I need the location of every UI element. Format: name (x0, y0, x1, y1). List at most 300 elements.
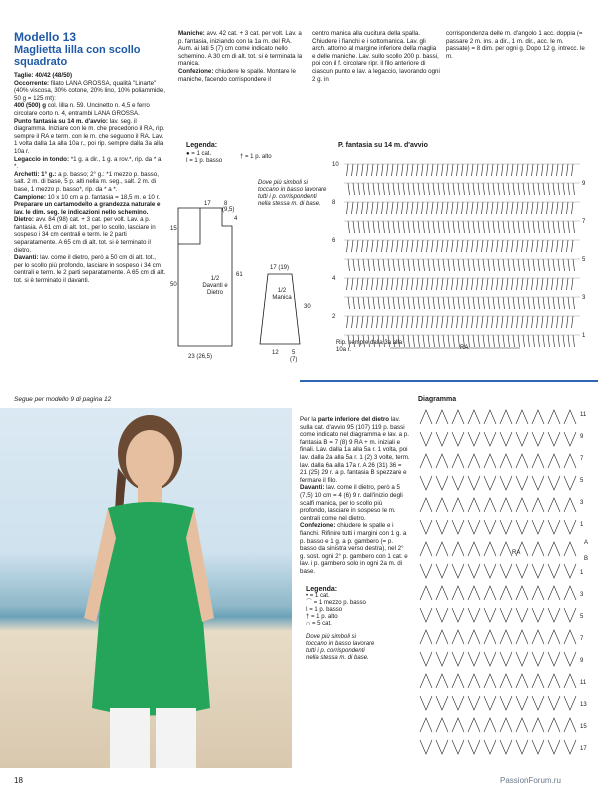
stitch-mark (442, 164, 444, 176)
fan-mark (420, 410, 432, 424)
stitch-mark (453, 221, 455, 233)
stitch-mark (558, 259, 560, 271)
stitch-mark (423, 297, 425, 309)
stitch-mark (573, 183, 575, 195)
stitch-mark (548, 183, 550, 195)
stitch-mark (447, 278, 449, 290)
stitch-mark (382, 164, 384, 176)
stitch-mark (483, 221, 485, 233)
stitch-mark (378, 221, 380, 233)
stitch-mark (542, 202, 544, 214)
fan-mark (452, 740, 464, 754)
fan-mark (500, 520, 512, 534)
stitch-mark (377, 316, 379, 328)
stitch-mark (543, 335, 545, 347)
stitch-mark (352, 316, 354, 328)
stitch-mark (412, 278, 414, 290)
stitch-mark (518, 221, 520, 233)
stitch-mark (507, 278, 509, 290)
fan-mark (484, 740, 496, 754)
stitch-mark (413, 221, 415, 233)
stitch-mark (547, 316, 549, 328)
stitch-mark (468, 259, 470, 271)
model-title-line2: squadrato (14, 56, 68, 68)
stitch-mark (348, 259, 350, 271)
fan-mark (436, 718, 448, 732)
chart2-row-label: 7 (580, 456, 584, 462)
legend-bottom-item-4: † = 1 p. alto (306, 614, 338, 620)
chart2-row-label: 1 (580, 570, 584, 576)
stitch-mark (362, 202, 364, 214)
model-photo (0, 408, 292, 768)
stitch-mark (523, 183, 525, 195)
stitch-mark (473, 297, 475, 309)
stitch-mark (368, 259, 370, 271)
stitch-mark (438, 297, 440, 309)
fan-mark (548, 652, 560, 666)
stitch-mark (353, 297, 355, 309)
stitch-mark (463, 221, 465, 233)
stitch-mark (488, 297, 490, 309)
fan-mark (548, 674, 560, 688)
stitch-mark (497, 278, 499, 290)
stitch-mark (542, 278, 544, 290)
fan-mark (564, 696, 576, 710)
stitch-mark (427, 202, 429, 214)
single-crochet-symbol-icon: ǀ (186, 158, 188, 164)
stitch-mark (517, 202, 519, 214)
paragraph: Dietro: avv. 84 (98) cat. + 3 cat. per volt. Lav. a p. fantasia. A 61 cm di alt. tot., per lo scollo, lasciare in sospeso i 34 cm centrali e term. le 2 parti separatamente. A 65 cm di alt. tot. si è terminato il dietro. (14, 216, 156, 254)
fan-mark (420, 564, 432, 578)
stitch-mark (532, 202, 534, 214)
fan-mark (548, 696, 560, 710)
stitch-mark (508, 335, 510, 347)
stitch-mark (382, 202, 384, 214)
stitch-mark (428, 183, 430, 195)
chart1-row-label: 10 (332, 162, 339, 168)
fan-mark (452, 696, 464, 710)
stitch-mark (432, 316, 434, 328)
stitch-mark (568, 259, 570, 271)
lower-instructions (300, 416, 410, 575)
stitch-mark (472, 240, 474, 252)
stitch-mark (437, 164, 439, 176)
fan-mark (468, 520, 480, 534)
stitch-mark (513, 259, 515, 271)
fan-mark (452, 454, 464, 468)
stitch-mark (548, 335, 550, 347)
stitch-mark (467, 202, 469, 214)
fan-mark (420, 542, 432, 556)
fan-mark (548, 454, 560, 468)
stitch-mark (403, 259, 405, 271)
stitch-mark (493, 297, 495, 309)
stitch-mark (562, 240, 564, 252)
stitch-mark (408, 183, 410, 195)
stitch-mark (357, 202, 359, 214)
stitch-mark (412, 164, 414, 176)
stitch-mark (518, 297, 520, 309)
stitch-mark (367, 316, 369, 328)
fan-mark (484, 432, 496, 446)
stitch-mark (567, 164, 569, 176)
legend-bottom-item-2: ⌒ = 1 mezzo p. basso (306, 600, 366, 606)
stitch-mark (512, 202, 514, 214)
stitch-chart-2 (412, 404, 596, 774)
stitch-mark (373, 183, 375, 195)
stitch-mark (362, 164, 364, 176)
stitch-mark (497, 164, 499, 176)
fan-mark (452, 498, 464, 512)
stitch-mark (538, 335, 540, 347)
fan-mark (532, 718, 544, 732)
fan-mark (452, 476, 464, 490)
stitch-mark (478, 335, 480, 347)
stitch-mark (563, 297, 565, 309)
stitch-mark (358, 259, 360, 271)
stitch-mark (362, 316, 364, 328)
fan-mark (564, 740, 576, 754)
stitch-mark (457, 164, 459, 176)
fan-mark (532, 498, 544, 512)
stitch-mark (398, 221, 400, 233)
chart1-row-label: 4 (332, 276, 336, 282)
fan-mark (500, 498, 512, 512)
fan-mark (436, 652, 448, 666)
fan-mark (436, 542, 448, 556)
stitch-mark (513, 183, 515, 195)
stitch-mark (513, 297, 515, 309)
stitch-mark (422, 164, 424, 176)
stitch-mark (497, 316, 499, 328)
stitch-mark (498, 221, 500, 233)
stitch-mark (482, 202, 484, 214)
chart1-row-label: 1 (582, 333, 586, 339)
stitch-mark (407, 278, 409, 290)
fan-mark (548, 498, 560, 512)
stitch-mark (537, 240, 539, 252)
stitch-mark (368, 183, 370, 195)
stitch-mark (567, 316, 569, 328)
stitch-mark (517, 240, 519, 252)
stitch-mark (503, 259, 505, 271)
stitch-mark (352, 278, 354, 290)
fan-mark (468, 652, 480, 666)
stitch-mark (398, 259, 400, 271)
stitch-mark (487, 240, 489, 252)
stitch-mark (533, 335, 535, 347)
stitch-mark (533, 183, 535, 195)
stitch-mark (423, 183, 425, 195)
stitch-mark (373, 259, 375, 271)
stitch-mark (443, 297, 445, 309)
stitch-mark (432, 202, 434, 214)
stitch-mark (518, 183, 520, 195)
fan-mark (420, 498, 432, 512)
fan-mark (500, 608, 512, 622)
stitch-mark (368, 221, 370, 233)
stitch-mark (392, 278, 394, 290)
fan-mark (532, 696, 544, 710)
fan-mark (564, 410, 576, 424)
stitch-mark (443, 183, 445, 195)
chain-arc-symbol-icon: ∩ (306, 621, 311, 627)
fan-mark (484, 696, 496, 710)
stitch-mark (408, 259, 410, 271)
fan-mark (516, 696, 528, 710)
fan-mark (532, 476, 544, 490)
chart2-row-label: 7 (580, 636, 584, 642)
stitch-mark (548, 259, 550, 271)
fan-mark (468, 696, 480, 710)
treble-symbol-icon: † (240, 154, 244, 160)
stitch-mark (503, 297, 505, 309)
stitch-mark (427, 240, 429, 252)
fan-mark (436, 586, 448, 600)
stitch-mark (443, 259, 445, 271)
fan-mark (452, 608, 464, 622)
stitch-mark (452, 240, 454, 252)
stitch-mark (348, 183, 350, 195)
stitch-mark (367, 240, 369, 252)
stitch-mark (353, 259, 355, 271)
stitch-mark (552, 278, 554, 290)
stitch-mark (498, 259, 500, 271)
stitch-mark (352, 164, 354, 176)
stitch-mark (518, 259, 520, 271)
fan-mark (532, 740, 544, 754)
stitch-mark (397, 316, 399, 328)
model-number: Modello 13 (14, 30, 77, 44)
legend-bottom (306, 586, 410, 662)
fan-mark (500, 652, 512, 666)
stitch-mark (557, 278, 559, 290)
chart2-ra-label: RA (512, 550, 521, 556)
stitch-mark (527, 164, 529, 176)
paragraph: Davanti: lav. come il dietro, però a 5 (7,5) 10 cm = 4 (6) 9 r. dall'inizio degli scalfi manica, per lo scollo più profondo, lasciare in sospeso le m. centrali come nel dietro. (300, 484, 403, 522)
stitch-mark (428, 335, 430, 347)
stitch-mark (477, 278, 479, 290)
fan-mark (500, 410, 512, 424)
stitch-mark (542, 240, 544, 252)
stitch-mark (522, 278, 524, 290)
stitch-mark (402, 278, 404, 290)
stitch-mark (443, 221, 445, 233)
stitch-mark (523, 259, 525, 271)
stitch-mark (392, 164, 394, 176)
stitch-mark (567, 240, 569, 252)
stitch-mark (467, 316, 469, 328)
stitch-mark (458, 259, 460, 271)
stitch-mark (572, 316, 574, 328)
stitch-mark (388, 221, 390, 233)
stitch-mark (427, 316, 429, 328)
fan-mark (484, 608, 496, 622)
stitch-mark (377, 240, 379, 252)
stitch-mark (403, 221, 405, 233)
stitch-mark (422, 240, 424, 252)
stitch-mark (522, 240, 524, 252)
site-watermark: PassionForum.ru (500, 776, 561, 785)
fan-mark (484, 476, 496, 490)
stitch-mark (458, 297, 460, 309)
page-number: 18 (14, 776, 23, 785)
dim-23: 23 (26,5) (188, 354, 213, 360)
stitch-mark (472, 164, 474, 176)
chart2-b-label: B (584, 556, 589, 562)
fan-mark (548, 630, 560, 644)
stitch-mark (447, 316, 449, 328)
chart2-row-label: 1 (580, 522, 584, 528)
stitch-mark (423, 335, 425, 347)
stitch-mark (558, 335, 560, 347)
fan-mark (484, 674, 496, 688)
fan-mark (516, 432, 528, 446)
stitch-mark (537, 164, 539, 176)
stitch-mark (373, 297, 375, 309)
stitch-mark (497, 202, 499, 214)
right-instructions-b (446, 30, 586, 60)
chart1-ra: RA (460, 345, 469, 351)
stitch-mark (528, 183, 530, 195)
stitch-mark (397, 202, 399, 214)
stitch-mark (347, 164, 349, 176)
stitch-mark (537, 202, 539, 214)
stitch-mark (448, 259, 450, 271)
chart2-row-label: 11 (580, 680, 587, 686)
fan-mark (420, 586, 432, 600)
stitch-mark (383, 297, 385, 309)
fan-mark (500, 674, 512, 688)
stitch-mark (508, 297, 510, 309)
fan-mark (500, 432, 512, 446)
stitch-mark (402, 202, 404, 214)
fan-mark (532, 652, 544, 666)
stitch-mark (438, 259, 440, 271)
chart1-row-label: 7 (582, 219, 586, 225)
stitch-mark (418, 259, 420, 271)
stitch-mark (402, 240, 404, 252)
dim-15: 15 (170, 226, 177, 232)
stitch-mark (517, 316, 519, 328)
stitch-mark (357, 278, 359, 290)
stitch-mark (418, 297, 420, 309)
stitch-mark (427, 164, 429, 176)
stitch-mark (567, 202, 569, 214)
stitch-mark (487, 202, 489, 214)
fan-mark (564, 432, 576, 446)
fan-mark (484, 652, 496, 666)
stitch-mark (477, 316, 479, 328)
fan-mark (500, 740, 512, 754)
stitch-mark (438, 183, 440, 195)
fan-mark (436, 410, 448, 424)
stitch-mark (522, 164, 524, 176)
stitch-mark (432, 240, 434, 252)
fan-mark (548, 410, 560, 424)
stitch-mark (487, 164, 489, 176)
stitch-mark (357, 316, 359, 328)
stitch-mark (347, 278, 349, 290)
stitch-mark (452, 164, 454, 176)
fan-mark (484, 586, 496, 600)
stitch-mark (392, 202, 394, 214)
fan-mark (420, 740, 432, 754)
stitch-mark (347, 316, 349, 328)
stitch-mark (432, 164, 434, 176)
stitch-mark (407, 316, 409, 328)
stitch-mark (387, 202, 389, 214)
stitch-mark (492, 164, 494, 176)
stitch-mark (437, 316, 439, 328)
stitch-mark (497, 240, 499, 252)
stitch-mark (528, 221, 530, 233)
stitch-mark (573, 297, 575, 309)
dim-9-5: (9,5) (222, 207, 235, 213)
continuation-caption: Segue per modello 9 di pagina 12 (14, 396, 112, 403)
stitch-mark (397, 164, 399, 176)
stitch-mark (547, 240, 549, 252)
stitch-mark (457, 202, 459, 214)
stitch-mark (392, 316, 394, 328)
stitch-mark (472, 278, 474, 290)
stitch-mark (463, 297, 465, 309)
fan-mark (500, 564, 512, 578)
stitch-mark (468, 297, 470, 309)
fan-mark (484, 630, 496, 644)
stitch-mark (483, 183, 485, 195)
stitch-mark (413, 183, 415, 195)
chart2-row-label: 15 (580, 724, 587, 730)
stitch-mark (347, 202, 349, 214)
stitch-mark (517, 164, 519, 176)
stitch-mark (553, 335, 555, 347)
fan-mark (452, 520, 464, 534)
legend-bottom-title: Legenda: (306, 586, 338, 593)
fan-mark (452, 410, 464, 424)
stitch-mark (363, 221, 365, 233)
stitch-mark (403, 297, 405, 309)
right-text: centro manica alla cucitura della spalla. Chiudere i fianchi e i sottomanica. Lav. gli arch. attorno al margine inferiore della maglia e delle maniche. Lav. sullo scollo 200 p. bassi, poi con il f. circolare ripr. il filo anteriore di ciascun punto e lav. a legaccio, lavorando ogni 2 g. in (312, 30, 440, 83)
stitch-mark (483, 297, 485, 309)
chart2-row-label: 5 (580, 478, 584, 484)
legend-top-title: Legenda: (186, 142, 218, 149)
stitch-mark (553, 183, 555, 195)
paragraph: Confezione: chiudere le spalle. Montare le maniche, facendo corrispondere il (178, 67, 296, 83)
stitch-mark (413, 297, 415, 309)
chart2-a-label: A (584, 540, 589, 546)
chain-symbol-icon: • (306, 593, 309, 599)
fan-mark (452, 432, 464, 446)
stitch-mark (418, 221, 420, 233)
stitch-mark (358, 221, 360, 233)
stitch-mark (517, 278, 519, 290)
stitch-mark (527, 316, 529, 328)
stitch-mark (543, 183, 545, 195)
body-label: 1/2 Davanti e Dietro (202, 276, 228, 296)
stitch-mark (512, 240, 514, 252)
stitch-mark (492, 278, 494, 290)
stitch-mark (428, 297, 430, 309)
legend-top-item-3: † = 1 p. alto (240, 154, 272, 160)
chart1-row-label: 8 (332, 200, 336, 206)
stitch-mark (563, 183, 565, 195)
stitch-mark (522, 316, 524, 328)
paragraph: Preparare un cartamodello a grandezza naturale e lav. le dim. seg. le indicazioni nello schemino. (14, 201, 161, 216)
stitch-mark (458, 183, 460, 195)
chart2-row-label: 11 (580, 412, 587, 418)
chain-symbol-icon: ● (186, 151, 190, 157)
